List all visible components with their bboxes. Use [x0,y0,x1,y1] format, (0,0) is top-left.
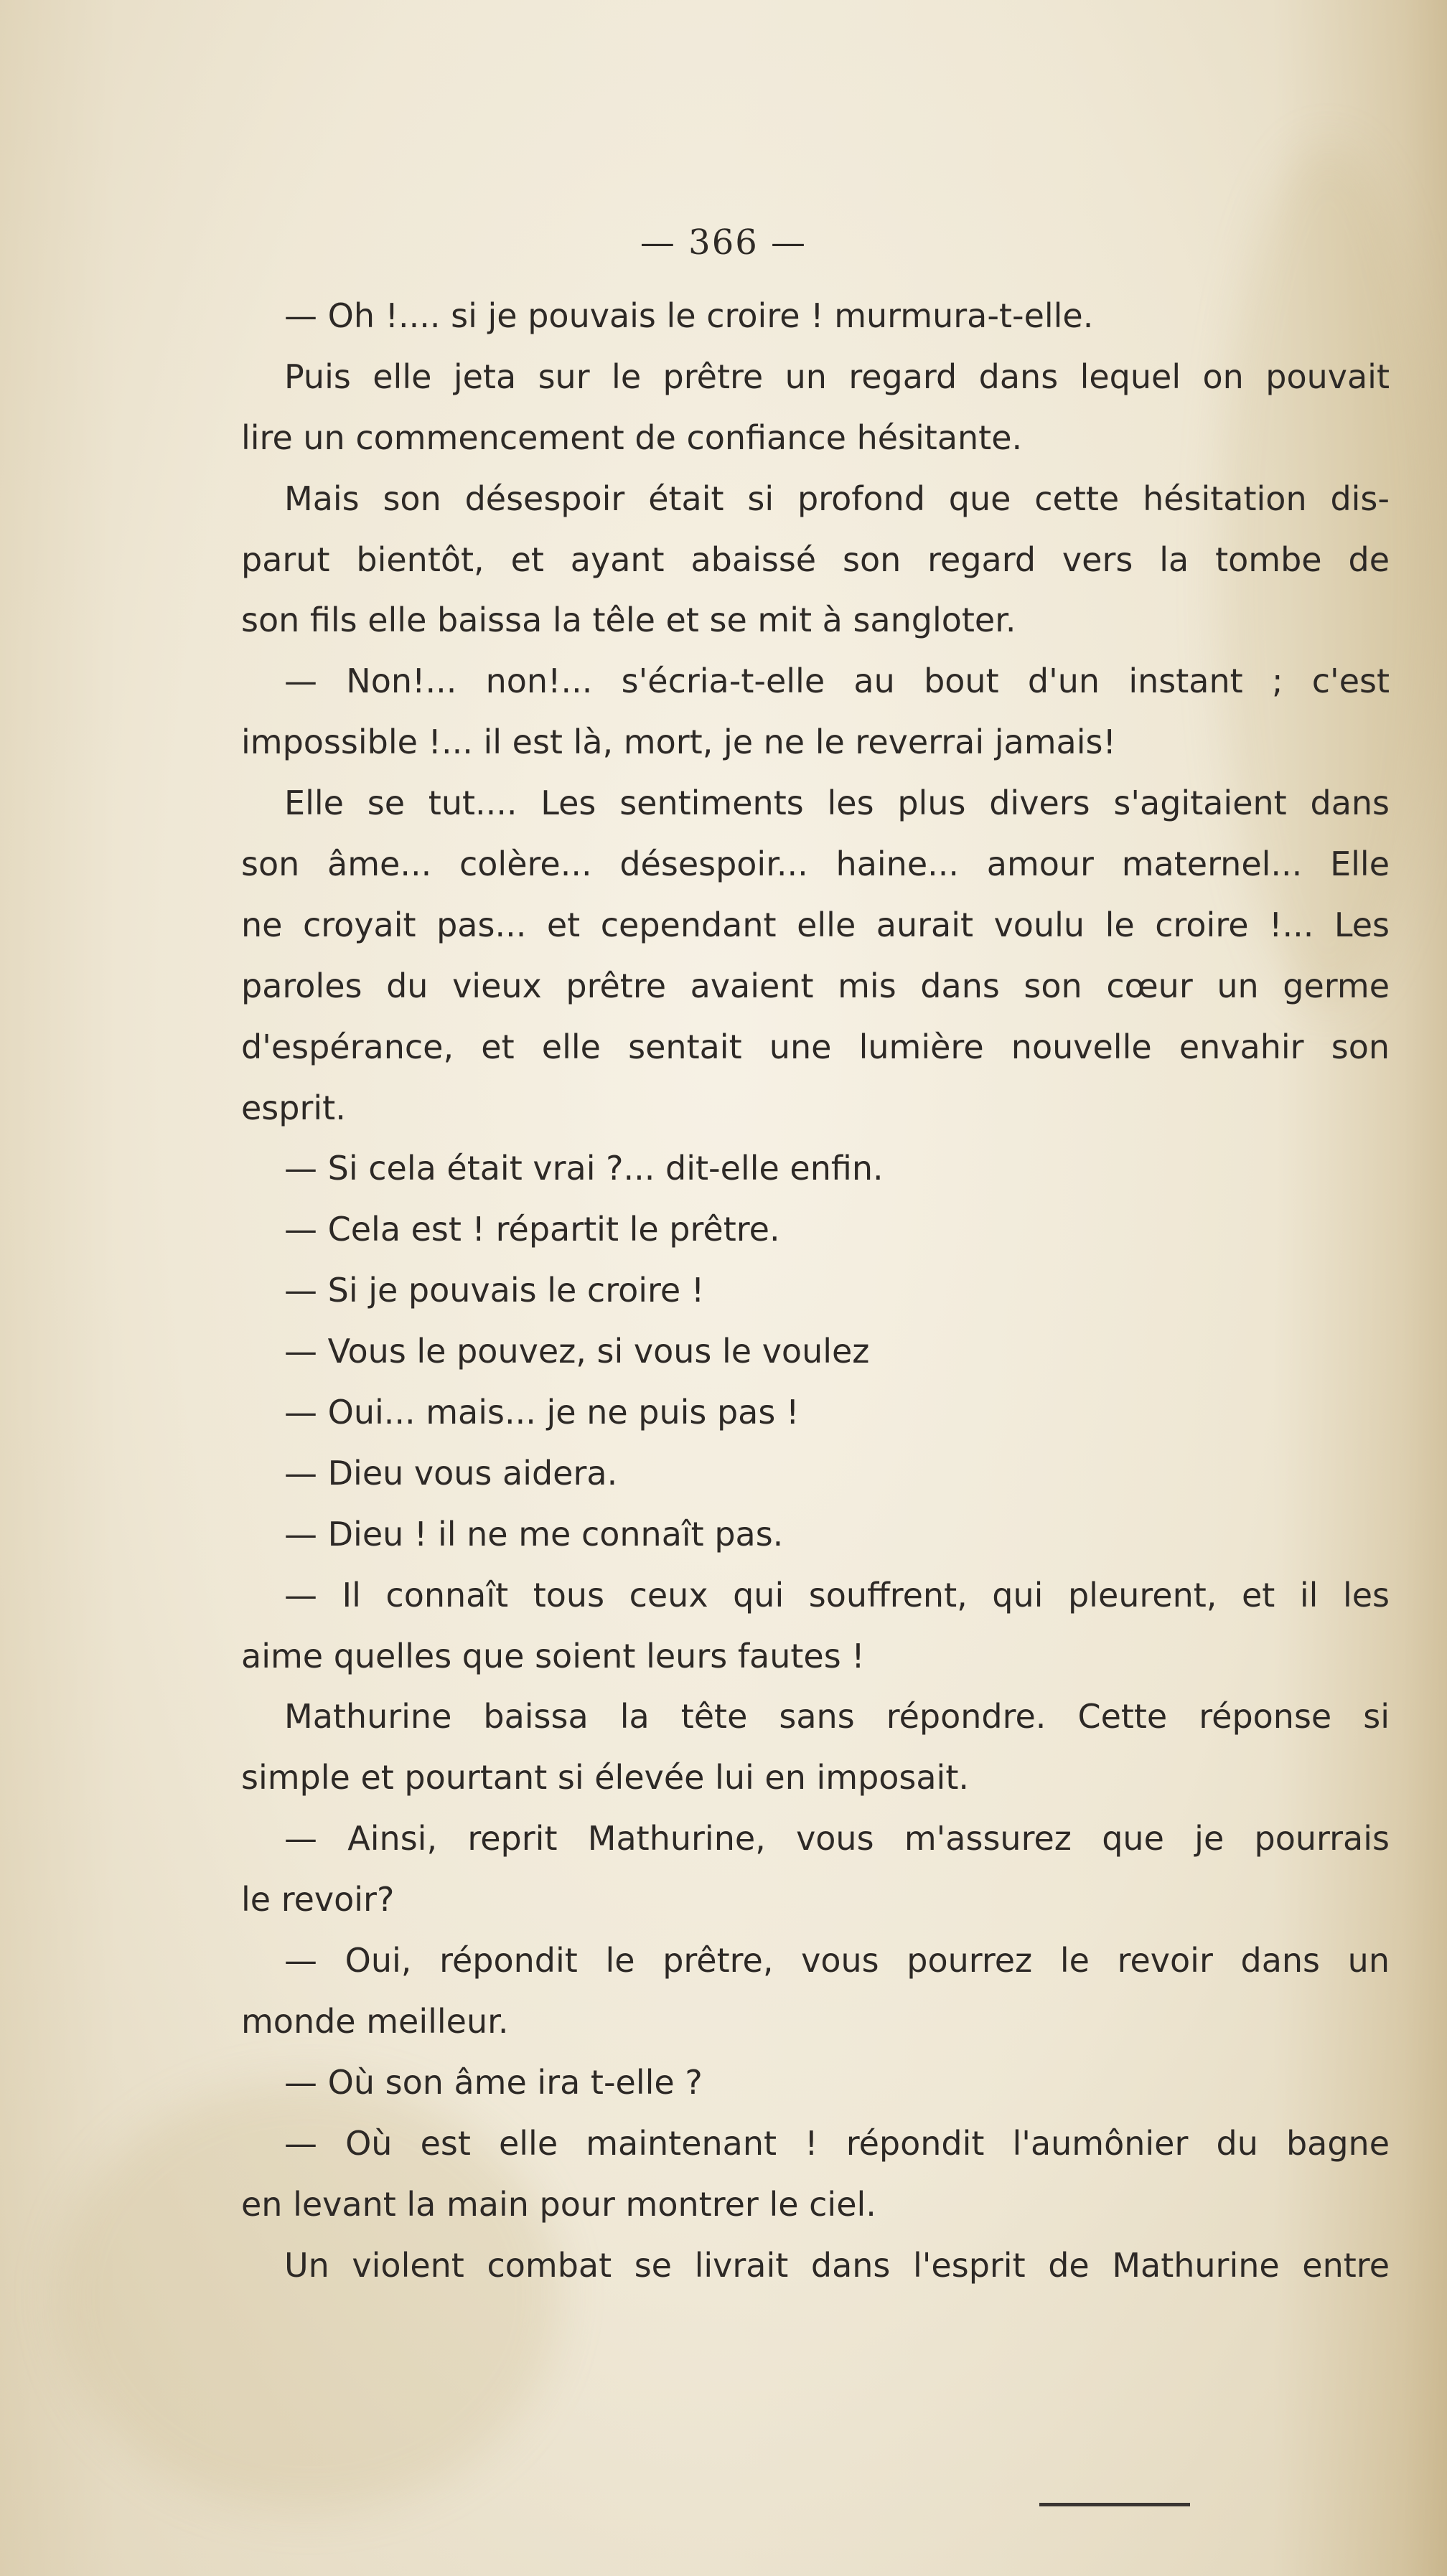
text-line: monde meilleur. [241,2001,509,2041]
underline-mark [1039,2503,1190,2506]
text-line: Mathurine baissa la tête sans répondre. Cette réponse si [284,1697,1390,1736]
text-line: paroles du vieux prêtre avaient mis dans son cœur un germe [241,966,1390,1005]
text-line: d'espérance, et elle sentait une lumière nouvelle envahir son [241,1027,1390,1066]
text-line: — Où est elle maintenant ! répondit l'aumônier du bagne [284,2123,1390,2163]
text-line: — Dieu ! il ne me connaît pas. [284,1514,784,1553]
text-line: en levant la main pour montrer le ciel. [241,2184,876,2224]
text-line: Puis elle jeta sur le prêtre un regard dans lequel on pouvait [284,357,1390,396]
text-line: parut bientôt, et ayant abaissé son regard vers la tombe de [241,540,1390,579]
text-line: ne croyait pas... et cependant elle aurait voulu le croire !... Les [241,905,1390,944]
text-line: — Il connaît tous ceux qui souffrent, qui pleurent, et il les [284,1575,1390,1614]
text-line: son âme... colère... désespoir... haine... amour maternel... Elle [241,845,1390,884]
text-line: Elle se tut.... Les sentiments les plus divers s'agitaient dans [284,784,1390,823]
text-line: — Ainsi, reprit Mathurine, vous m'assurez que je pourrais [284,1819,1390,1858]
text-line: — Si cela était vrai ?... dit-elle enfin. [284,1149,884,1188]
text-line: esprit. [241,1088,346,1127]
text-line: Un violent combat se livrait dans l'esprit de Mathurine entre [284,2245,1390,2285]
text-line: — Si je pouvais le croire ! [284,1271,705,1310]
page-number: — 366 — [640,222,807,263]
text-line: impossible !... il est là, mort, je ne le reverrai jamais! [241,723,1116,762]
text-line: Mais son désespoir était si profond que cette hésitation dis- [284,479,1390,518]
text-line: — Oui... mais... je ne puis pas ! [284,1393,800,1432]
body-text [241,286,1390,2295]
text-line: — Vous le pouvez, si vous le voulez [284,1332,870,1371]
text-line: — Non!... non!... s'écria-t-elle au bout d'un instant ; c'est [284,662,1390,701]
text-line: — Dieu vous aidera. [284,1453,618,1493]
text-line: — Où son âme ira t-elle ? [284,2062,703,2102]
text-line: le revoir? [241,1880,395,1919]
text-line: simple et pourtant si élevée lui en imposait. [241,1758,969,1797]
text-line: lire un commencement de confiance hésitante. [241,418,1023,457]
text-line: — Cela est ! répartit le prêtre. [284,1210,780,1249]
text-line: — Oh !.... si je pouvais le croire ! murmura-t-elle. [284,296,1094,335]
text-line: aime quelles que soient leurs fautes ! [241,1636,865,1675]
text-line: son fils elle baissa la têle et se mit à sangloter. [241,601,1016,640]
text-line: — Oui, répondit le prêtre, vous pourrez le revoir dans un [284,1941,1390,1980]
